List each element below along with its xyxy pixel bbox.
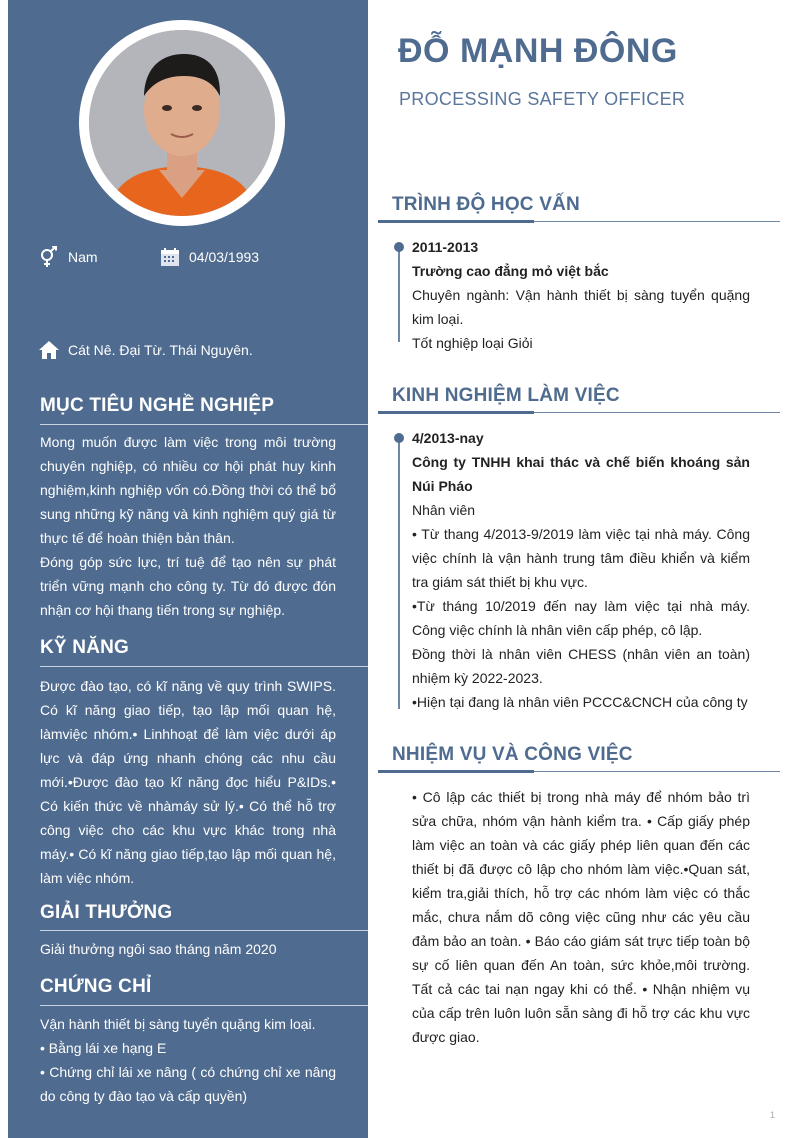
avatar bbox=[89, 30, 275, 216]
birthdate-row bbox=[159, 246, 259, 268]
objective-heading: MỤC TIÊU NGHỀ NGHIỆP bbox=[40, 395, 275, 416]
awards-heading: GIẢI THƯỞNG bbox=[40, 902, 173, 923]
experience-heading: KINH NGHIỆM LÀM VIỆC bbox=[392, 385, 620, 406]
awards-divider bbox=[40, 930, 368, 931]
certificate-item: • Bằng lái xe hạng E bbox=[40, 1040, 167, 1056]
experience-detail: Đồng thời là nhân viên CHESS (nhân viên an toàn) nhiệm kỳ 2022-2023. bbox=[412, 646, 750, 686]
birthdate-text: 04/03/1993 bbox=[189, 249, 260, 265]
avatar-frame bbox=[79, 20, 285, 226]
experience-company: Công ty TNHH khai thác và chế biến khoáng sản Núi Pháo bbox=[412, 454, 750, 494]
duties-text: • Cô lập các thiết bị trong nhà máy để nhóm bảo trì sửa chữa, nhóm vận hành kiểm tra. • Cấp giấy phép làm việc an toàn và các giấy phép liên quan đến các thiết bị đã được cô lập cho nhóm làm việc.•Quan sát, kiểm tra,giải thích, hỗ trợ các nhóm làm việc có thắc mắc, chưa nắm dõ công việc cũng như các yêu cầu đảm bảo an toàn. • Báo cáo giám sát trực tiếp toàn bộ sự cố liên quan đến An toàn, sức khỏe,môi trường. Tất cả các tai nạn ngay khi có thể. • Nhận nhiệm vụ của cấp trên luôn luôn sẵn sàng đi hỗ trợ các khu vực được giao. bbox=[412, 789, 750, 1045]
gender-row bbox=[38, 246, 98, 268]
objective-text bbox=[40, 430, 336, 622]
skills-heading: KỸ NĂNG bbox=[40, 637, 130, 658]
duties-divider bbox=[378, 771, 780, 772]
objective-paragraph: Mong muốn được làm việc trong môi trường chuyên nghiệp, có nhiều cơ hội phát huy kinh nghiệm,kinh nghiệp vốn có.Đồng thời có thể bổ sung những kỹ năng và kinh nghiệm quý giá từ thực tế để hoàn thiện bản thân. bbox=[40, 434, 336, 546]
education-divider bbox=[378, 221, 780, 222]
address-text: Cát Nê. Đại Từ. Thái Nguyên. bbox=[68, 342, 253, 358]
education-school: Trường cao đẳng mỏ việt bắc bbox=[412, 263, 609, 279]
home-icon bbox=[38, 339, 60, 361]
experience-detail: •Từ tháng 10/2019 đến nay làm việc tại nhà máy. Công việc chính là nhân viên cấp phép, cô lập. bbox=[412, 598, 750, 638]
certificates-divider bbox=[40, 1005, 368, 1006]
skills-text: Được đào tạo, có kĩ năng về quy trình SWIPS. Có kĩ năng giao tiếp, tạo lập mối quan hệ, làmviệc nhóm.• Linhhoạt để làm việc dưới áp lực và đáp ứng nhanh chóng các nhu cầu mới.•Được đào tạo kĩ năng đọc hiểu P&IDs.• Có kiến thức về nhàmáy sử lý.• Có thể hỗ trợ công việc cho các khu vực khác trong nhà máy.• Có kĩ năng giao tiếp,tạo lập mối quan hệ, làm việc nhóm. bbox=[40, 678, 336, 886]
education-result: Tốt nghiệp loại Giỏi bbox=[412, 335, 533, 351]
awards-text: Giải thưởng ngôi sao tháng năm 2020 bbox=[40, 941, 277, 957]
duties-heading: NHIỆM VỤ VÀ CÔNG VIỆC bbox=[392, 744, 633, 765]
education-timeline-dot bbox=[394, 242, 404, 252]
education-timeline bbox=[398, 246, 400, 342]
experience-timeline-dot bbox=[394, 433, 404, 443]
certificates-heading: CHỨNG CHỈ bbox=[40, 976, 152, 997]
page-number: 1 bbox=[770, 1110, 776, 1120]
certificate-item: • Chứng chỉ lái xe nâng ( có chứng chỉ xe nâng do công ty đào tạo và cấp quyền) bbox=[40, 1064, 336, 1104]
candidate-name: ĐỖ MẠNH ĐÔNG bbox=[398, 32, 678, 70]
job-title: PROCESSING SAFETY OFFICER bbox=[399, 89, 686, 109]
education-period: 2011-2013 bbox=[412, 239, 479, 255]
address-row bbox=[38, 339, 253, 361]
experience-timeline bbox=[398, 437, 400, 709]
gender-icon bbox=[38, 246, 60, 268]
experience-detail: •Hiện tại đang là nhân viên PCCC&CNCH của công ty bbox=[412, 694, 748, 710]
education-heading: TRÌNH ĐỘ HỌC VẤN bbox=[392, 194, 580, 215]
gender-text: Nam bbox=[68, 249, 98, 265]
certificate-item: Vận hành thiết bị sàng tuyển quặng kim loại. bbox=[40, 1016, 316, 1032]
sidebar bbox=[8, 0, 368, 1138]
experience-entry bbox=[412, 426, 750, 714]
objective-divider bbox=[40, 424, 368, 425]
objective-paragraph: Đóng góp sức lực, trí tuệ để tạo nên sự phát triển vững mạnh cho công ty. Từ đó được đón nhận cơ hội thang tiến trong sự nghiệp. bbox=[40, 554, 336, 618]
experience-period: 4/2013-nay bbox=[412, 430, 484, 446]
certificates-text bbox=[40, 1012, 336, 1108]
experience-role: Nhân viên bbox=[412, 502, 476, 518]
experience-detail: • Từ thang 4/2013-9/2019 làm việc tại nhà máy. Công việc chính là vận hành trung tâm điều khiển và kiểm tra giám sát thiết bị khu vực. bbox=[412, 526, 750, 590]
education-major: Chuyên ngành: Vận hành thiết bị sàng tuyển quặng kim loại. bbox=[412, 287, 750, 327]
calendar-icon bbox=[159, 246, 181, 268]
experience-divider bbox=[378, 412, 780, 413]
education-entry bbox=[412, 235, 750, 355]
skills-divider bbox=[40, 666, 368, 667]
